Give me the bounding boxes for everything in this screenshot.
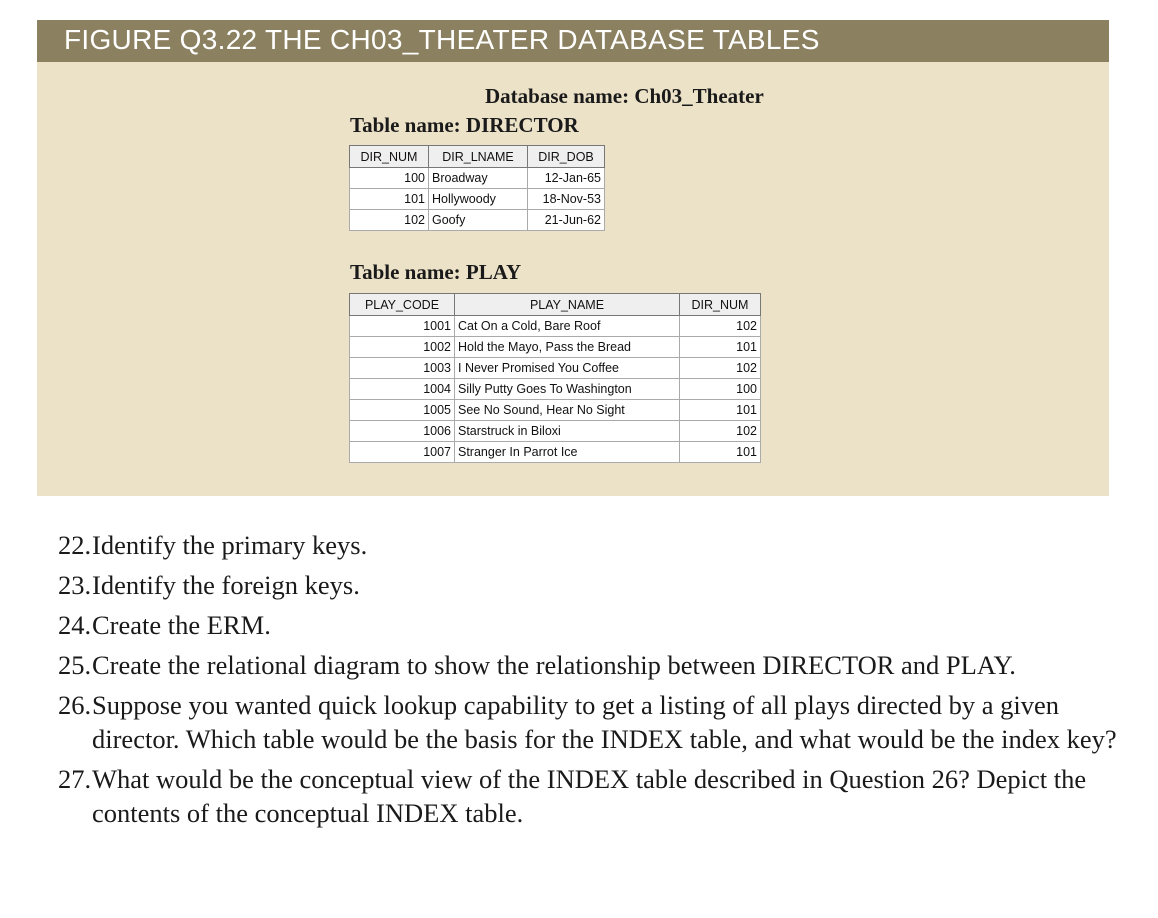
question-number: 23.	[58, 570, 92, 600]
table-cell: Cat On a Cold, Bare Roof	[455, 316, 680, 337]
column-header: DIR_DOB	[528, 146, 605, 168]
question-text: Suppose you wanted quick lookup capability to get a listing of all plays directed by a given director. Which table would be the basis for the INDEX table, and what would be the index key?	[92, 690, 1117, 754]
table-cell: Hollywoody	[429, 189, 528, 210]
table-cell: 21-Jun-62	[528, 210, 605, 231]
question-text: Identify the primary keys.	[92, 530, 368, 560]
play-table-name: Table name: PLAY	[350, 260, 522, 284]
table-cell: 101	[680, 442, 761, 463]
question-text: Identify the foreign keys.	[92, 570, 360, 600]
table-cell: 18-Nov-53	[528, 189, 605, 210]
table-row	[350, 210, 605, 231]
question-item	[58, 568, 1118, 602]
table-row	[350, 421, 761, 442]
play-table	[349, 293, 761, 463]
question-number: 22.	[58, 530, 92, 560]
table-cell: 1001	[350, 316, 455, 337]
table-cell: Broadway	[429, 168, 528, 189]
director-table-name: Table name: DIRECTOR	[350, 113, 579, 137]
table-cell: 101	[680, 337, 761, 358]
table-cell: I Never Promised You Coffee	[455, 358, 680, 379]
table-cell: See No Sound, Hear No Sight	[455, 400, 680, 421]
question-item	[58, 762, 1118, 830]
figure-header	[37, 20, 1109, 62]
table-cell: 100	[680, 379, 761, 400]
table-cell: Stranger In Parrot Ice	[455, 442, 680, 463]
question-item	[58, 688, 1118, 756]
table-row	[350, 337, 761, 358]
table-cell: 1004	[350, 379, 455, 400]
table-cell: Hold the Mayo, Pass the Bread	[455, 337, 680, 358]
table-row	[350, 316, 761, 337]
table-cell: 101	[350, 189, 429, 210]
table-cell: Silly Putty Goes To Washington	[455, 379, 680, 400]
table-cell: 100	[350, 168, 429, 189]
table-cell: Starstruck in Biloxi	[455, 421, 680, 442]
question-text: Create the ERM.	[92, 610, 271, 640]
table-cell: 102	[680, 358, 761, 379]
database-name: Database name: Ch03_Theater	[485, 84, 764, 108]
table-cell: 102	[680, 421, 761, 442]
question-text: What would be the conceptual view of the INDEX table described in Question 26? Depict the contents of the conceptual INDEX table.	[92, 764, 1087, 828]
question-number: 26.	[58, 690, 92, 720]
column-header: DIR_NUM	[680, 294, 761, 316]
column-header: DIR_LNAME	[429, 146, 528, 168]
play-header-row	[350, 294, 761, 316]
figure-panel	[37, 20, 1109, 496]
table-row	[350, 379, 761, 400]
column-header: PLAY_CODE	[350, 294, 455, 316]
question-text: Create the relational diagram to show the relationship between DIRECTOR and PLAY.	[92, 650, 1016, 680]
question-number: 25.	[58, 650, 92, 680]
director-table	[349, 145, 605, 231]
table-cell: 1003	[350, 358, 455, 379]
table-row	[350, 400, 761, 421]
column-header: DIR_NUM	[350, 146, 429, 168]
table-row	[350, 189, 605, 210]
table-cell: 102	[680, 316, 761, 337]
question-item	[58, 608, 1118, 642]
table-row	[350, 358, 761, 379]
table-cell: 102	[350, 210, 429, 231]
table-cell: 1007	[350, 442, 455, 463]
table-cell: 1005	[350, 400, 455, 421]
question-number: 24.	[58, 610, 92, 640]
table-row	[350, 168, 605, 189]
figure-title: FIGURE Q3.22 THE CH03_THEATER DATABASE TABLES	[64, 24, 820, 55]
question-item	[58, 648, 1118, 682]
question-list	[58, 528, 1118, 836]
director-header-row	[350, 146, 605, 168]
table-row	[350, 442, 761, 463]
table-cell: 1002	[350, 337, 455, 358]
question-item	[58, 528, 1118, 562]
table-cell: 101	[680, 400, 761, 421]
column-header: PLAY_NAME	[455, 294, 680, 316]
table-cell: 12-Jan-65	[528, 168, 605, 189]
table-cell: 1006	[350, 421, 455, 442]
question-number: 27.	[58, 764, 92, 794]
table-cell: Goofy	[429, 210, 528, 231]
